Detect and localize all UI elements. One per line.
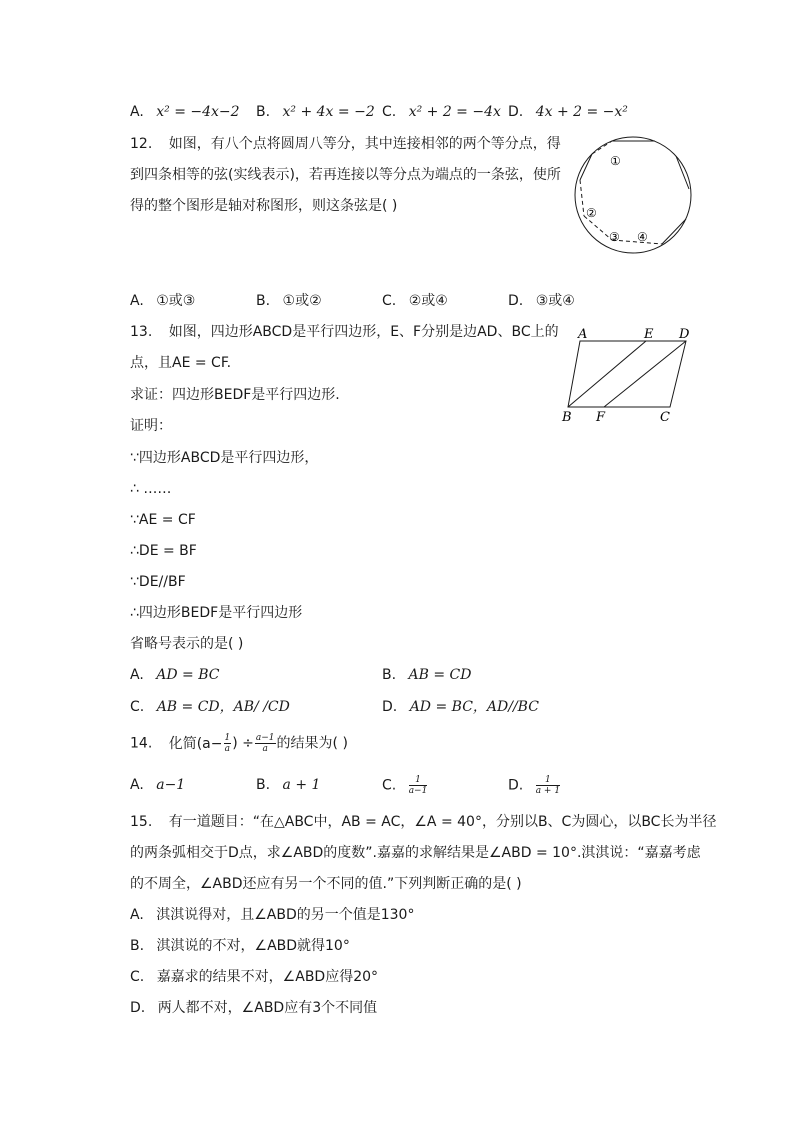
option-label: A.	[130, 667, 144, 683]
label-d: D	[679, 327, 690, 342]
option-text: AB = CD	[408, 667, 472, 683]
q13-step-2: ∴ ……	[130, 481, 172, 497]
option-label: D.	[382, 699, 398, 715]
q13-option-a	[130, 665, 219, 685]
fraction-1-over-a	[224, 733, 232, 754]
option-label: D.	[508, 777, 524, 794]
q13-prove: 求证：四边形BEDF是平行四边形.	[130, 387, 340, 403]
question-text: 有一道题目：“在△ABC中，AB = AC，∠A = 40°，分别以B、C为圆心，以BC长为半径	[168, 814, 717, 830]
q14-option-d	[508, 775, 561, 796]
q12-option-b	[256, 291, 322, 311]
option-text: ③或④	[535, 293, 575, 309]
option-label: B.	[256, 777, 271, 793]
q11-option-d	[508, 102, 628, 122]
option-label: D.	[130, 1000, 146, 1016]
question-text: 如图，有八个点将圆周八等分，其中连接相邻的两个等分点，得	[168, 136, 561, 152]
option-label: C.	[130, 699, 145, 715]
numerator: 1	[409, 775, 428, 786]
q12-line-1	[130, 134, 561, 154]
option-text: ①或②	[282, 293, 322, 309]
q12-option-d	[508, 291, 575, 311]
q11-option-b	[256, 102, 375, 122]
label-e: E	[644, 327, 654, 342]
q13-option-c	[130, 697, 290, 717]
question-number: 12.	[130, 136, 153, 152]
option-label: A.	[130, 104, 144, 120]
option-label: B.	[382, 667, 397, 683]
option-label: D.	[508, 104, 524, 120]
option-text: a + 1	[282, 777, 321, 793]
denominator: a−1	[408, 786, 428, 796]
option-text: a−1	[156, 777, 186, 793]
label-2: ②	[586, 206, 597, 220]
option-label: B.	[256, 104, 271, 120]
option-label: D.	[508, 293, 524, 309]
question-number: 13.	[130, 324, 153, 340]
option-text: 4x + 2 = −x²	[535, 104, 628, 120]
q15-line-1	[130, 812, 716, 832]
q13-parallelogram-figure	[558, 322, 698, 428]
question-number: 14.	[130, 735, 153, 752]
option-fraction	[409, 775, 428, 796]
option-fraction	[536, 775, 560, 796]
option-text: x² + 2 = −4x	[408, 104, 501, 120]
option-label: A.	[130, 293, 144, 309]
stem-part: 的结果为( )	[276, 735, 348, 752]
option-text: 淇淇说得对，且∠ABD的另一个值是130°	[156, 907, 415, 923]
dashed-chord	[580, 180, 584, 216]
option-label: C.	[382, 777, 397, 794]
label-b: B	[562, 410, 572, 425]
q13-line-2: 点，且AE = CF.	[130, 355, 232, 371]
question-text: 如图，四边形ABCD是平行四边形，E、F分别是边AD、BC上的	[168, 324, 559, 340]
option-label: A.	[130, 777, 144, 793]
q13-option-b	[382, 665, 471, 685]
question-number: 15.	[130, 814, 153, 830]
q12-line-2: 到四条相等的弦(实线表示)，若再连接以等分点为端点的一条弦，使所	[130, 167, 561, 183]
option-text: ②或④	[408, 293, 448, 309]
numerator: a−1	[255, 733, 275, 743]
option-text: AD = BC，AD//BC	[409, 699, 539, 715]
q13-step-6: ∴四边形BEDF是平行四边形	[130, 605, 303, 621]
q12-octagon-figure	[572, 134, 696, 256]
numerator: 1	[224, 733, 231, 743]
q12-line-3: 得的整个图形是轴对称图形，则这条弦是( )	[130, 198, 398, 214]
option-label: B.	[130, 938, 145, 954]
option-label: C.	[382, 293, 397, 309]
q12-option-a	[130, 291, 195, 311]
dashed-chord	[592, 141, 612, 154]
option-text: ①或③	[156, 293, 196, 309]
q13-step-5: ∵DE//BF	[130, 574, 186, 590]
stem-part: ) ÷	[232, 735, 254, 752]
option-label: C.	[382, 104, 397, 120]
q15-line-3: 的不周全，∠ABD还应有另一个不同的值.”下列判断正确的是( )	[130, 876, 522, 892]
option-text: 淇淇说的不对，∠ABD就得10°	[156, 938, 350, 954]
q14-option-a	[130, 775, 185, 795]
q14-stem	[130, 733, 348, 754]
q13-step-1: ∵四边形ABCD是平行四边形，	[130, 450, 319, 466]
q13-step-3: ∵AE = CF	[130, 512, 196, 528]
option-text: x² + 4x = −2	[282, 104, 375, 120]
option-label: C.	[130, 969, 145, 985]
figure-circle	[575, 137, 691, 253]
parallelogram-abcd	[568, 341, 686, 407]
q15-option-a	[130, 905, 414, 925]
solid-chord	[662, 219, 686, 244]
q15-option-b	[130, 936, 350, 956]
option-label: A.	[130, 907, 144, 923]
q15-option-c	[130, 967, 378, 987]
q11-option-c	[382, 102, 501, 122]
q13-proof-title: 证明：	[130, 418, 172, 434]
label-4: ④	[637, 230, 648, 244]
label-c: C	[660, 410, 670, 425]
label-f: F	[596, 410, 606, 425]
option-text: 嘉嘉求的结果不对，∠ABD应得20°	[156, 969, 379, 985]
option-text: x² = −4x−2	[156, 104, 240, 120]
label-1: ①	[610, 154, 621, 168]
q15-line-2: 的两条弧相交于D点，求∠ABD的度数”.嘉嘉的求解结果是∠ABD = 10°.淇淇说：“嘉嘉考虑	[130, 845, 701, 861]
stem-part: 化简(a−	[168, 735, 223, 752]
solid-chord	[676, 156, 689, 189]
denominator: a	[224, 744, 231, 754]
denominator: a + 1	[535, 786, 561, 796]
label-a: A	[578, 327, 588, 342]
q14-option-c	[382, 775, 428, 796]
option-text: 两人都不对，∠ABD应有3个不同值	[157, 1000, 378, 1016]
q15-option-d	[130, 998, 377, 1018]
fraction-a-minus-1-over-a	[255, 733, 276, 754]
q13-option-d	[382, 697, 539, 717]
denominator: a	[262, 744, 268, 754]
q13-question: 省略号表示的是( )	[130, 636, 244, 652]
q14-option-b	[256, 775, 320, 795]
q13-step-4: ∴DE = BF	[130, 543, 197, 559]
numerator: 1	[536, 775, 560, 786]
option-text: AB = CD，AB/ /CD	[156, 699, 290, 715]
segment-fd	[604, 341, 686, 407]
segment-be	[568, 341, 646, 407]
q12-option-c	[382, 291, 448, 311]
option-label: B.	[256, 293, 271, 309]
q11-option-a	[130, 102, 240, 122]
option-text: AD = BC	[156, 667, 220, 683]
q13-line-1	[130, 322, 559, 342]
label-3: ③	[609, 230, 620, 244]
